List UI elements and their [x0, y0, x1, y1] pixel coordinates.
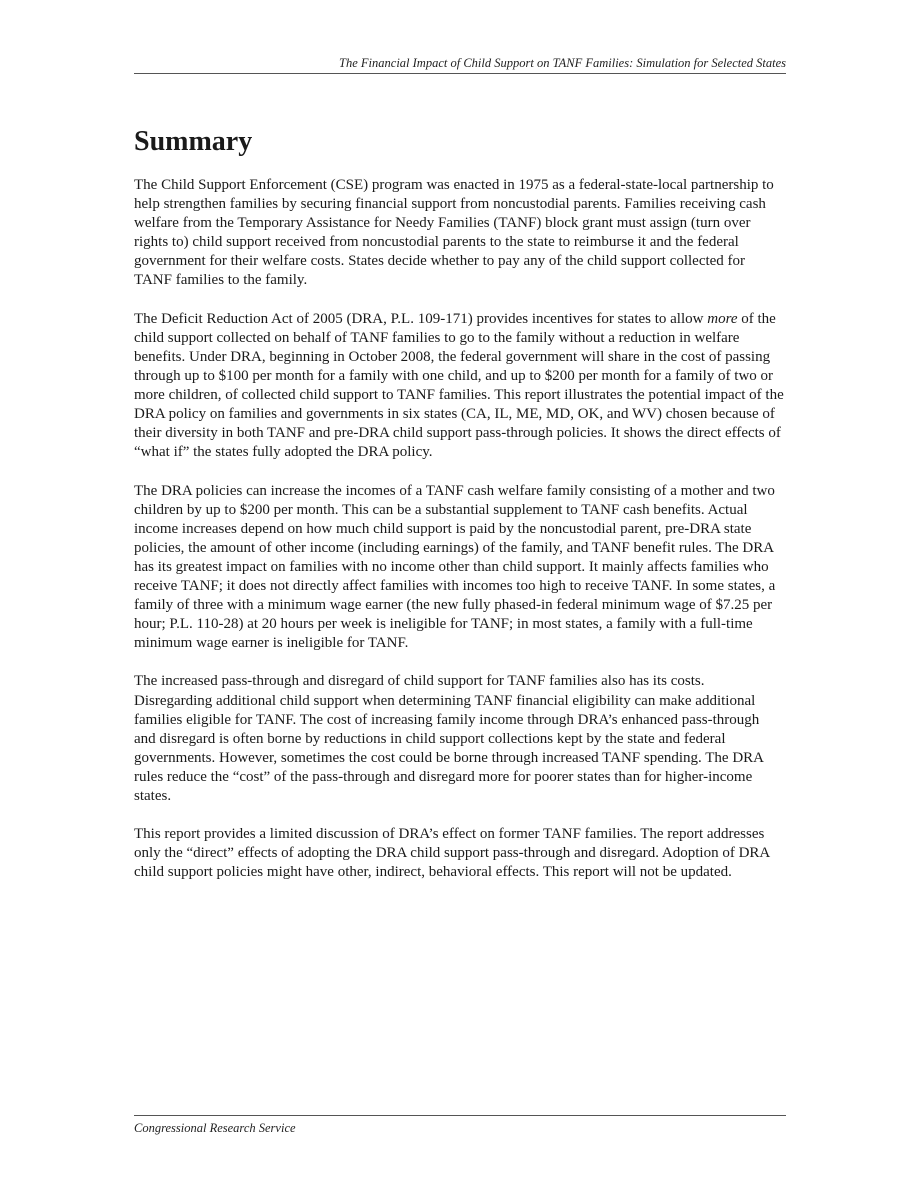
running-footer: Congressional Research Service	[134, 1121, 296, 1135]
footer-divider	[134, 1115, 786, 1116]
paragraph-2	[134, 310, 784, 463]
paragraph-2-rest: of the child support collected on behalf of TANF families to go to the family without a reduction in welfare benefits. Under DRA, beginning in October 2008, the federal government will share in the cost of passing through up to $100 per month for a family with one child, and up to $200 per month for a family of two or more children, of collected child support to TANF families. This report illustrates the potential impact of the DRA policy on families and governments in six states (CA, IL, ME, MD, OK, and WV) chosen because of their diversity in both TANF and pre-DRA child support pass-through policies. It shows the direct effects of “what if” the states fully adopted the DRA policy.	[134, 310, 784, 461]
paragraph-5: This report provides a limited discussion of DRA’s effect on former TANF families. The report addresses only the “direct” effects of adopting the DRA child support pass-through and disregard. Adoption of DRA child support policies might have other, indirect, behavioral effects. This report will not be updated.	[134, 826, 770, 881]
running-header: The Financial Impact of Child Support on TANF Families: Simulation for Selected States	[339, 56, 786, 70]
summary-body	[134, 176, 784, 902]
paragraph-4: The increased pass-through and disregard of child support for TANF families also has its costs. Disregarding additional child support when determining TANF financial eligibility can make additional families eligible for TANF. The cost of increasing family income through DRA’s enhanced pass-through and disregard is often borne by reductions in child support collections kept by the state and federal governments. However, sometimes the cost could be borne through increased TANF spending. The DRA rules reduce the “cost” of the pass-through and disregard more for poorer states than for higher-income states.	[134, 673, 764, 804]
paragraph-1: The Child Support Enforcement (CSE) program was enacted in 1975 as a federal-state-local partnership to help strengthen families by securing financial support from noncustodial parents. Families receiving cash welfare from the Temporary Assistance for Needy Families (TANF) block grant must assign (turn over rights to) child support received from noncustodial parents to the state to reimburse it and the federal government for their welfare costs. States decide whether to pay any of the child support collected for TANF families to the family.	[134, 177, 774, 289]
section-title: Summary	[134, 126, 253, 157]
paragraph-3: The DRA policies can increase the incomes of a TANF cash welfare family consisting of a mother and two children by up to $200 per month. This can be a substantial supplement to TANF cash benefits. Actual income increases depend on how much child support is paid by the noncustodial parent, pre-DRA state policies, the amount of other income (including earnings) of the family, and TANF benefit rules. The DRA has its greatest impact on families with no income other than child support. It mainly affects families who receive TANF; it does not directly affect families with incomes too high to receive TANF. In some states, a family of three with a minimum wage earner (the new fully phased-in federal minimum wage of $7.25 per hour; P.L. 110-28) at 20 hours per week is ineligible for TANF; in most states, a family with a full-time minimum wage earner is ineligible for TANF.	[134, 482, 776, 652]
paragraph-2-lead: The Deficit Reduction Act of 2005 (DRA, P.L. 109-171) provides incentives for states to allow	[134, 310, 708, 327]
header-divider	[134, 73, 786, 74]
paragraph-2-emphasis: more	[707, 310, 738, 327]
